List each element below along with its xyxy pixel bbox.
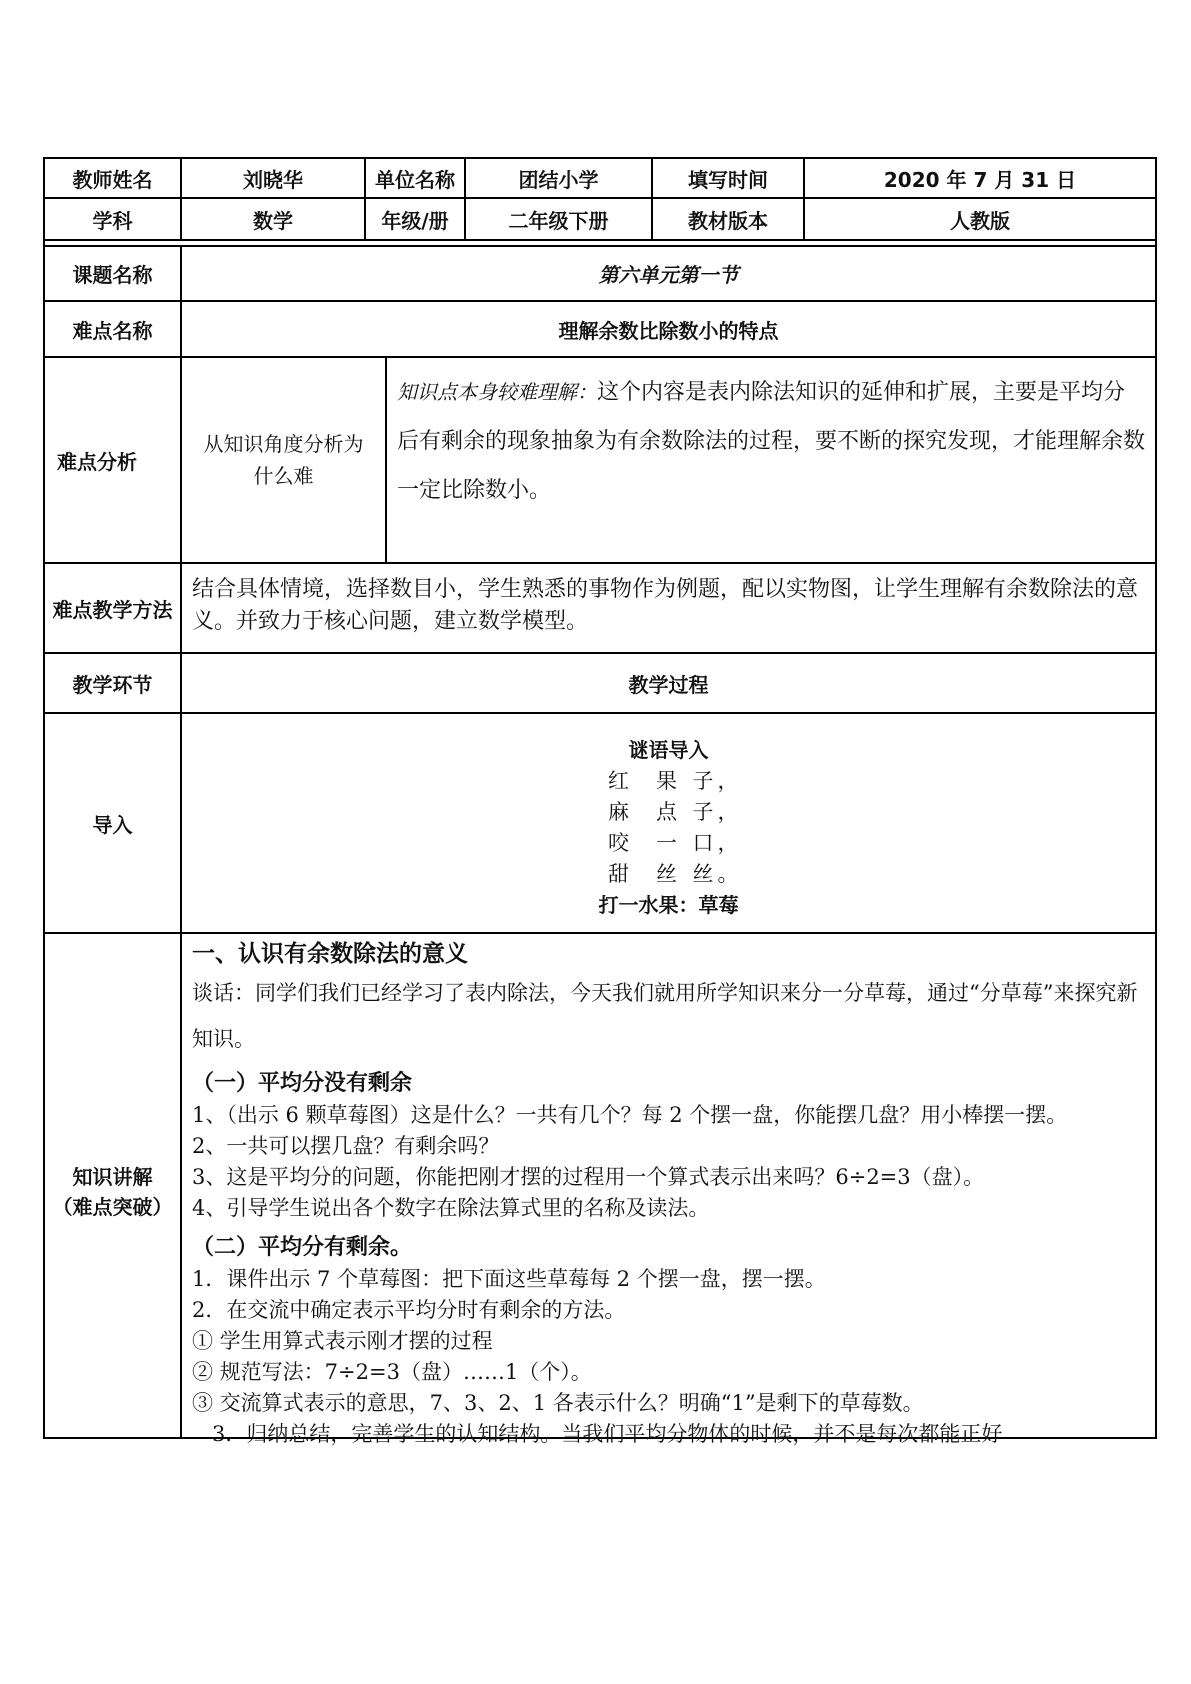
knowledge-content bbox=[182, 934, 1157, 1446]
analysis-emphasis: 知识点本身较难理解： bbox=[397, 380, 597, 404]
intro-content bbox=[182, 714, 1157, 932]
spacer-row bbox=[43, 239, 1157, 245]
knowledge-talk: 谈话：同学们我们已经学习了表内除法，今天我们就用所学知识来分一分草莓，通过“分草莓”来探究新知识。 bbox=[192, 981, 1138, 1051]
lesson-row bbox=[43, 245, 1157, 300]
lesson-value: 第六单元第一节 bbox=[182, 247, 1157, 300]
difficulty-value: 理解余数比除数小的特点 bbox=[182, 302, 1157, 356]
edition-label: 教材版本 bbox=[653, 199, 805, 239]
grade-value: 二年级下册 bbox=[466, 199, 653, 239]
date-label: 填写时间 bbox=[653, 159, 805, 197]
part2-item-3: ① 学生用算式表示刚才摆的过程 bbox=[192, 1329, 493, 1353]
part1-item-1: 1、（出示 6 颗草莓图）这是什么？一共有几个？每 2 个摆一盘，你能摆几盘？用小棒摆一摆。 bbox=[192, 1103, 1068, 1127]
teacher-label: 教师姓名 bbox=[45, 159, 182, 197]
part2-title: （二）平均分有剩余。 bbox=[192, 1235, 413, 1260]
subject-value: 数学 bbox=[182, 199, 366, 239]
unit-value: 团结小学 bbox=[466, 159, 653, 197]
lesson-label: 课题名称 bbox=[45, 247, 182, 300]
difficulty-label: 难点名称 bbox=[45, 302, 182, 356]
unit-label: 单位名称 bbox=[366, 159, 466, 197]
analysis-text: 这个内容是表内除法知识的延伸和扩展，主要是平均分后有剩余的现象抽象为有余数除法的过程，要不断的探究发现，才能理解余数一定比除数小。 bbox=[397, 380, 1146, 503]
knowledge-row bbox=[43, 932, 1157, 1446]
method-text: 结合具体情境，选择数目小，学生熟悉的事物作为例题，配以实物图，让学生理解有余数除法的意义。并致力于核心问题，建立数学模型。 bbox=[182, 564, 1157, 652]
riddle-title: 谜语导入 bbox=[628, 738, 709, 762]
info-row-1 bbox=[43, 157, 1157, 197]
knowledge-label-2: （难点突破） bbox=[52, 1194, 173, 1219]
edition-value: 人教版 bbox=[805, 199, 1157, 239]
part1-item-4: 4、引导学生说出各个数字在除法算式里的名称及读法。 bbox=[192, 1196, 710, 1220]
part2-item-4: ② 规范写法：7÷2=3（盘）……1（个）。 bbox=[192, 1360, 592, 1384]
analysis-sub-label-2: 什么难 bbox=[253, 464, 314, 488]
analysis-sub-label-1: 从知识角度分析为 bbox=[203, 432, 364, 456]
part2-item-1: 1．课件出示 7 个草莓图：把下面这些草莓每 2 个摆一盘，摆一摆。 bbox=[192, 1267, 826, 1291]
date-value: 2020 年 7 月 31 日 bbox=[805, 159, 1157, 197]
knowledge-label-cell bbox=[45, 934, 182, 1437]
part1-item-2: 2、一共可以摆几盘？有剩余吗？ bbox=[192, 1134, 500, 1158]
section-left-header: 教学环节 bbox=[45, 654, 182, 712]
method-label: 难点教学方法 bbox=[45, 564, 182, 652]
riddle-line-1: 红 果 子， bbox=[608, 769, 743, 793]
intro-row bbox=[43, 712, 1157, 932]
part2-item-6: 3．归纳总结，完善学生的认知结构。当我们平均分物体的时候，并不是每次都能正好 bbox=[212, 1422, 1003, 1446]
difficulty-row bbox=[43, 300, 1157, 356]
analysis-label: 难点分析 bbox=[45, 358, 182, 562]
lesson-plan-table bbox=[43, 157, 1157, 1446]
riddle-line-4: 甜 丝 丝。 bbox=[608, 862, 743, 886]
grade-label: 年级/册 bbox=[366, 199, 466, 239]
riddle-line-3: 咬 一 口， bbox=[608, 831, 743, 855]
section-right-header: 教学过程 bbox=[182, 654, 1157, 712]
intro-label: 导入 bbox=[45, 714, 182, 932]
riddle-line-2: 麻 点 子， bbox=[608, 800, 743, 824]
knowledge-heading: 一、认识有余数除法的意义 bbox=[192, 941, 468, 967]
part2-item-5: ③ 交流算式表示的意思，7、3、2、1 各表示什么？明确“1”是剩下的草莓数。 bbox=[192, 1391, 924, 1415]
part2-item-2: 2．在交流中确定表示平均分时有剩余的方法。 bbox=[192, 1298, 626, 1322]
method-row bbox=[43, 562, 1157, 652]
knowledge-label-1: 知识讲解 bbox=[72, 1164, 153, 1189]
analysis-row bbox=[43, 356, 1157, 562]
analysis-text-cell bbox=[387, 358, 1157, 562]
analysis-sub-cell bbox=[182, 358, 387, 562]
subject-label: 学科 bbox=[45, 199, 182, 239]
info-row-2 bbox=[43, 197, 1157, 239]
spacer-cell bbox=[45, 241, 1157, 245]
teacher-value: 刘晓华 bbox=[182, 159, 366, 197]
riddle-answer: 打一水果：草莓 bbox=[598, 893, 739, 917]
part1-title: （一）平均分没有剩余 bbox=[192, 1071, 413, 1096]
section-header-row bbox=[43, 652, 1157, 712]
part1-item-3: 3、这是平均分的问题，你能把刚才摆的过程用一个算式表示出来吗？6÷2=3（盘）。 bbox=[192, 1165, 985, 1189]
